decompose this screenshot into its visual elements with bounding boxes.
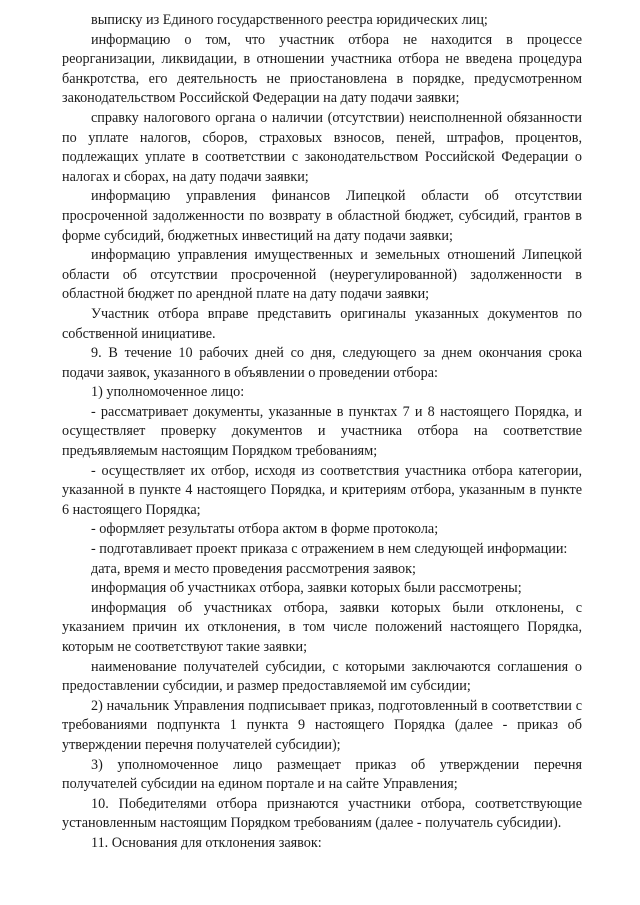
paragraph-selection: - осуществляет их отбор, исходя из соответствия участника отбора категории, указанной в пункте 4 настоящего Порядка, и критериям отбора, указанным в пункте 6 настоящего Порядка; [62, 462, 582, 518]
paragraph-rejected-participants: информация об участниках отбора, заявки которых были отклонены, с указанием причин их отклонения, в том числе положений настоящего Порядка, которым не соответствуют такие заявки; [62, 599, 582, 655]
paragraph-item-11: 11. Основания для отклонения заявок: [91, 834, 322, 851]
paragraph-egrul-extract: выписку из Единого государственного реестра юридических лиц; [91, 12, 488, 28]
paragraph-draft-order: - подготавливает проект приказа с отражением в нем следующей информации: [91, 541, 568, 558]
paragraph-item-9: 9. В течение 10 рабочих дней со дня, следующего за днем окончания срока подачи заявок, указанного в объявлении о проведении отбора: [62, 345, 582, 381]
paragraph-subitem-1: 1) уполномоченное лицо: [91, 384, 245, 401]
paragraph-originals-right: Участник отбора вправе представить оригиналы указанных документов по собственной инициативе. [62, 305, 582, 342]
paragraph-review-documents: - рассматривает документы, указанные в пунктах 7 и 8 настоящего Порядка, и осуществляет проверку документов и участника отбора на соответствие предъявляемым настоящим Порядком требованиям; [62, 403, 582, 460]
paragraph-recipients-names: наименование получателей субсидии, с которыми заключаются соглашения о предоставлении субсидии, и размер предоставляемой им субсидии; [62, 658, 582, 695]
paragraph-subitem-3: 3) уполномоченное лицо размещает приказ об утверждении перечня получателей субсидии на едином портале и на сайте Управления; [62, 756, 582, 793]
document-page [62, 11, 582, 854]
paragraph-reviewed-participants: информация об участниках отбора, заявки которых были рассмотрены; [91, 580, 522, 597]
paragraph-property-info: информацию управления имущественных и земельных отношений Липецкой области об отсутствии просроченной (неурегулированной) задолженности в областной бюджет по арендной плате на дату подачи заявки; [62, 247, 582, 303]
paragraph-protocol: - оформляет результаты отбора актом в форме протокола; [91, 521, 439, 538]
paragraph-tax-certificate: справку налогового органа о наличии (отсутствии) неисполненной обязанности по уплате налогов, сборов, страховых взносов, пеней, штрафов, процентов, подлежащих уплате в соответствии с законодательством Российской Федерации о налогах и сборах, на дату подачи заявки; [62, 109, 582, 185]
paragraph-item-10: 10. Победителями отбора признаются участники отбора, соответствующие установленным настоящим Порядком требованиям (далее - получатель субсидии). [62, 795, 582, 832]
paragraph-finance-info: информацию управления финансов Липецкой области об отсутствии просроченной задолженности по возврату в областной бюджет, субсидий, грантов в форме субсидий, бюджетных инвестиций на дату подачи заявки; [62, 188, 582, 244]
paragraph-reorganization-info: информацию о том, что участник отбора не находится в процессе реорганизации, ликвидации, в отношении участника отбора не введена процедура банкротства, его деятельность не приостановлена в порядке, предусмотренном законодательством Российской Федерации на дату подачи заявки; [62, 31, 582, 107]
paragraph-date-time-place: дата, время и место проведения рассмотрения заявок; [91, 560, 416, 577]
paragraph-subitem-2: 2) начальник Управления подписывает приказ, подготовленный в соответствии с требованиями подпункта 1 пункта 9 настоящего Порядка (далее - приказ об утверждении перечня получателей субсидии); [62, 697, 582, 753]
